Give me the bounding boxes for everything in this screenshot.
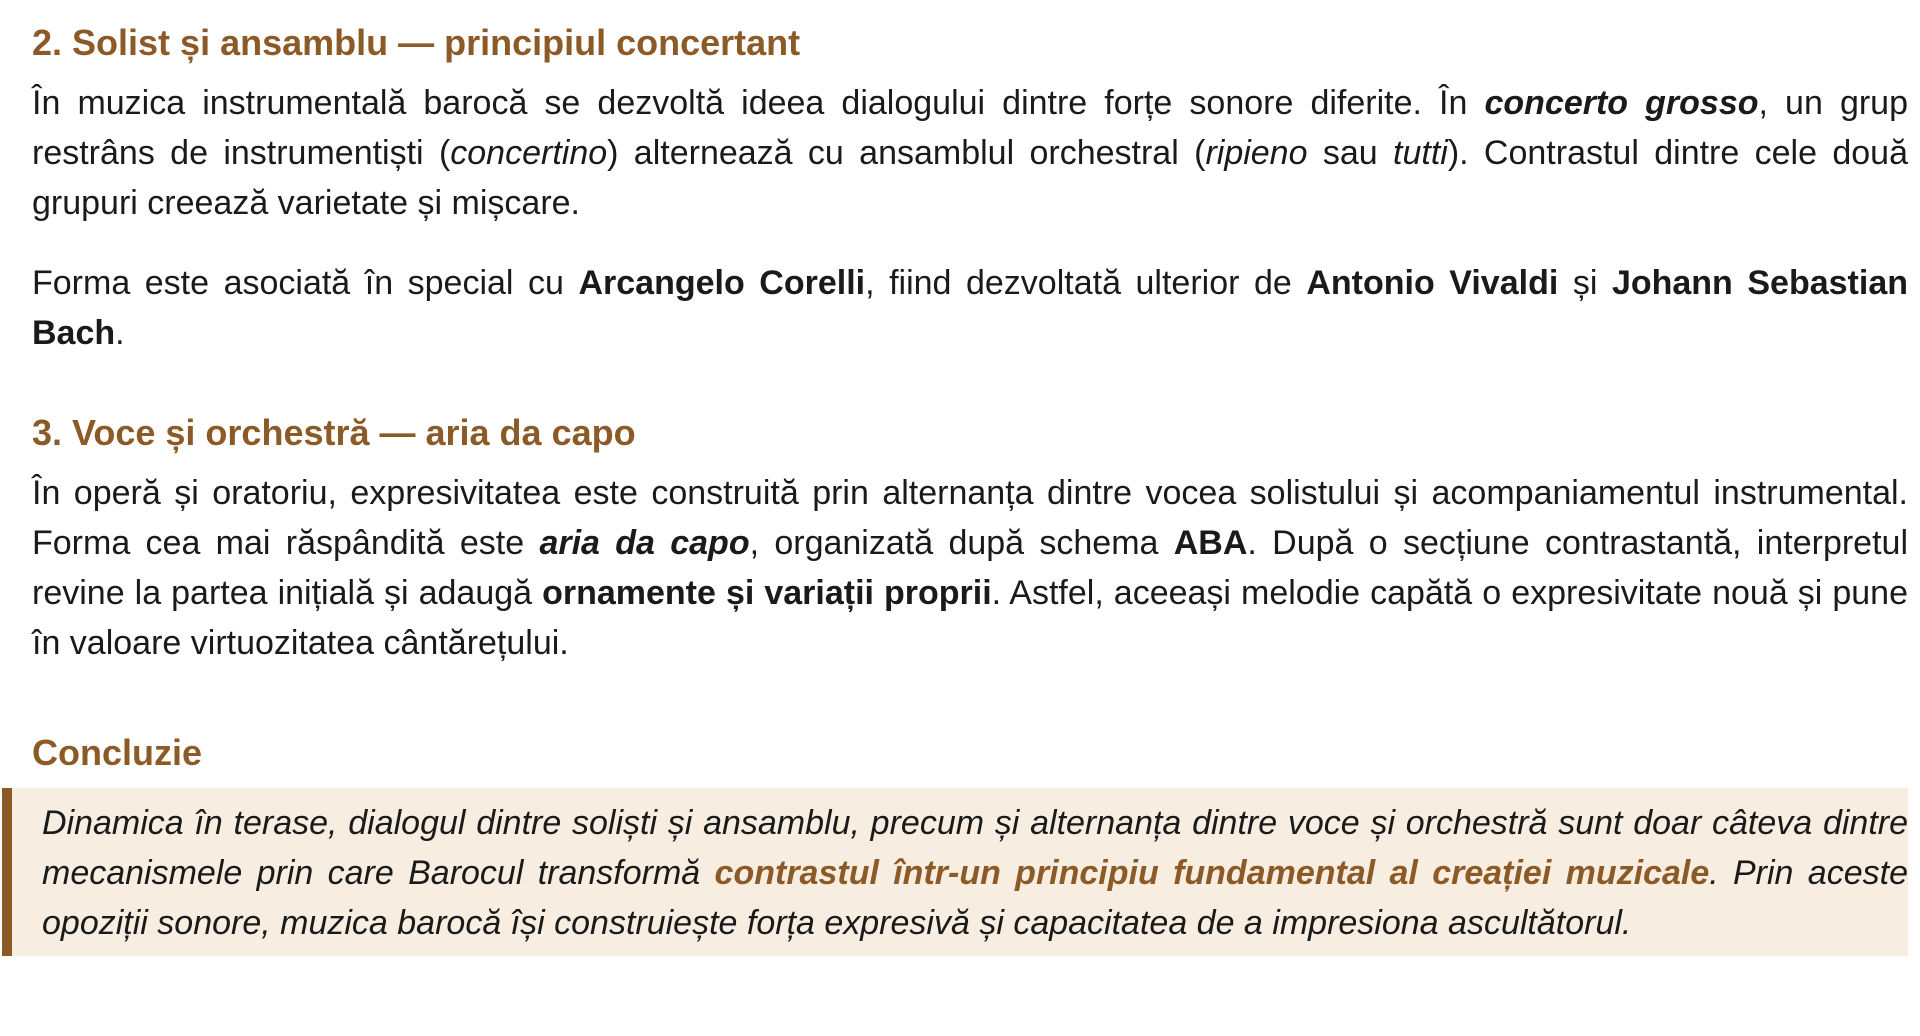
section-2-paragraph-1 — [32, 78, 1908, 228]
text-run: , un grup restrâns de instrumentiști ( — [32, 84, 1908, 172]
text-run: . După o secțiune contrastantă, interpretul revine la partea inițială și adaugă — [32, 524, 1909, 612]
text-run: ) alternează cu ansamblul orchestral ( — [607, 134, 1206, 172]
term-aria-da-capo: aria da capo — [539, 524, 750, 562]
text-run: Forma este asociată în special cu — [32, 264, 579, 302]
text-run: sau — [1307, 134, 1394, 172]
name-vivaldi: Antonio Vivaldi — [1306, 264, 1559, 302]
text-run: , fiind dezvoltată ulterior de — [865, 264, 1307, 302]
term-concerto-grosso: concerto grosso — [1484, 84, 1759, 122]
text-run: Dinamica în terase, dialogul dintre soliști și ansamblu, precum și alternanța dintre voce și orchestră sunt doar câteva dintre mecanismele prin care Barocul transformă — [42, 804, 1908, 892]
term-ornamente: ornamente și variații proprii — [542, 574, 992, 612]
text-run: ). Contrastul dintre cele două grupuri creează varietate și mișcare. — [32, 134, 1908, 222]
conclusion-heading: Concluzie — [32, 732, 203, 773]
text-run: În muzica instrumentală barocă se dezvoltă ideea dialogului dintre forțe sonore diferite. În — [32, 84, 1485, 122]
text-run: . Prin aceste opoziții sonore, muzica barocă își construiește forța expresivă și capacitatea de a impresiona ascultătorul. — [42, 854, 1908, 942]
document-page — [32, 18, 1908, 956]
name-corelli: Arcangelo Corelli — [578, 264, 866, 302]
section-3-paragraph — [32, 468, 1908, 668]
conclusion-callout — [2, 788, 1908, 956]
text-run: În operă și oratoriu, expresivitatea este construită prin alternanța dintre vocea solistului și acompaniamentul instrumental. Forma cea mai răspândită este — [32, 474, 1908, 562]
term-ripieno: ripieno — [1205, 134, 1308, 172]
conclusion-highlight: contrastul într-un principiu fundamental al creației muzicale — [714, 854, 1710, 892]
text-run: și — [1558, 264, 1612, 302]
term-tutti: tutti — [1393, 134, 1448, 172]
section-2-paragraph-2 — [32, 258, 1908, 358]
section-2-heading: 2. Solist și ansamblu — principiul concertant — [32, 22, 801, 63]
section-3-heading: 3. Voce și orchestră — aria da capo — [32, 412, 636, 453]
term-aba: ABA — [1173, 524, 1248, 562]
text-run: . — [115, 314, 125, 352]
text-run: , organizată după schema — [749, 524, 1174, 562]
term-concertino: concertino — [450, 134, 608, 172]
name-bach: Johann Sebastian Bach — [32, 264, 1908, 352]
conclusion-paragraph — [42, 798, 1908, 948]
text-run: . Astfel, aceeași melodie capătă o expresivitate nouă și pune în valoare virtuozitatea cântărețului. — [32, 574, 1909, 662]
